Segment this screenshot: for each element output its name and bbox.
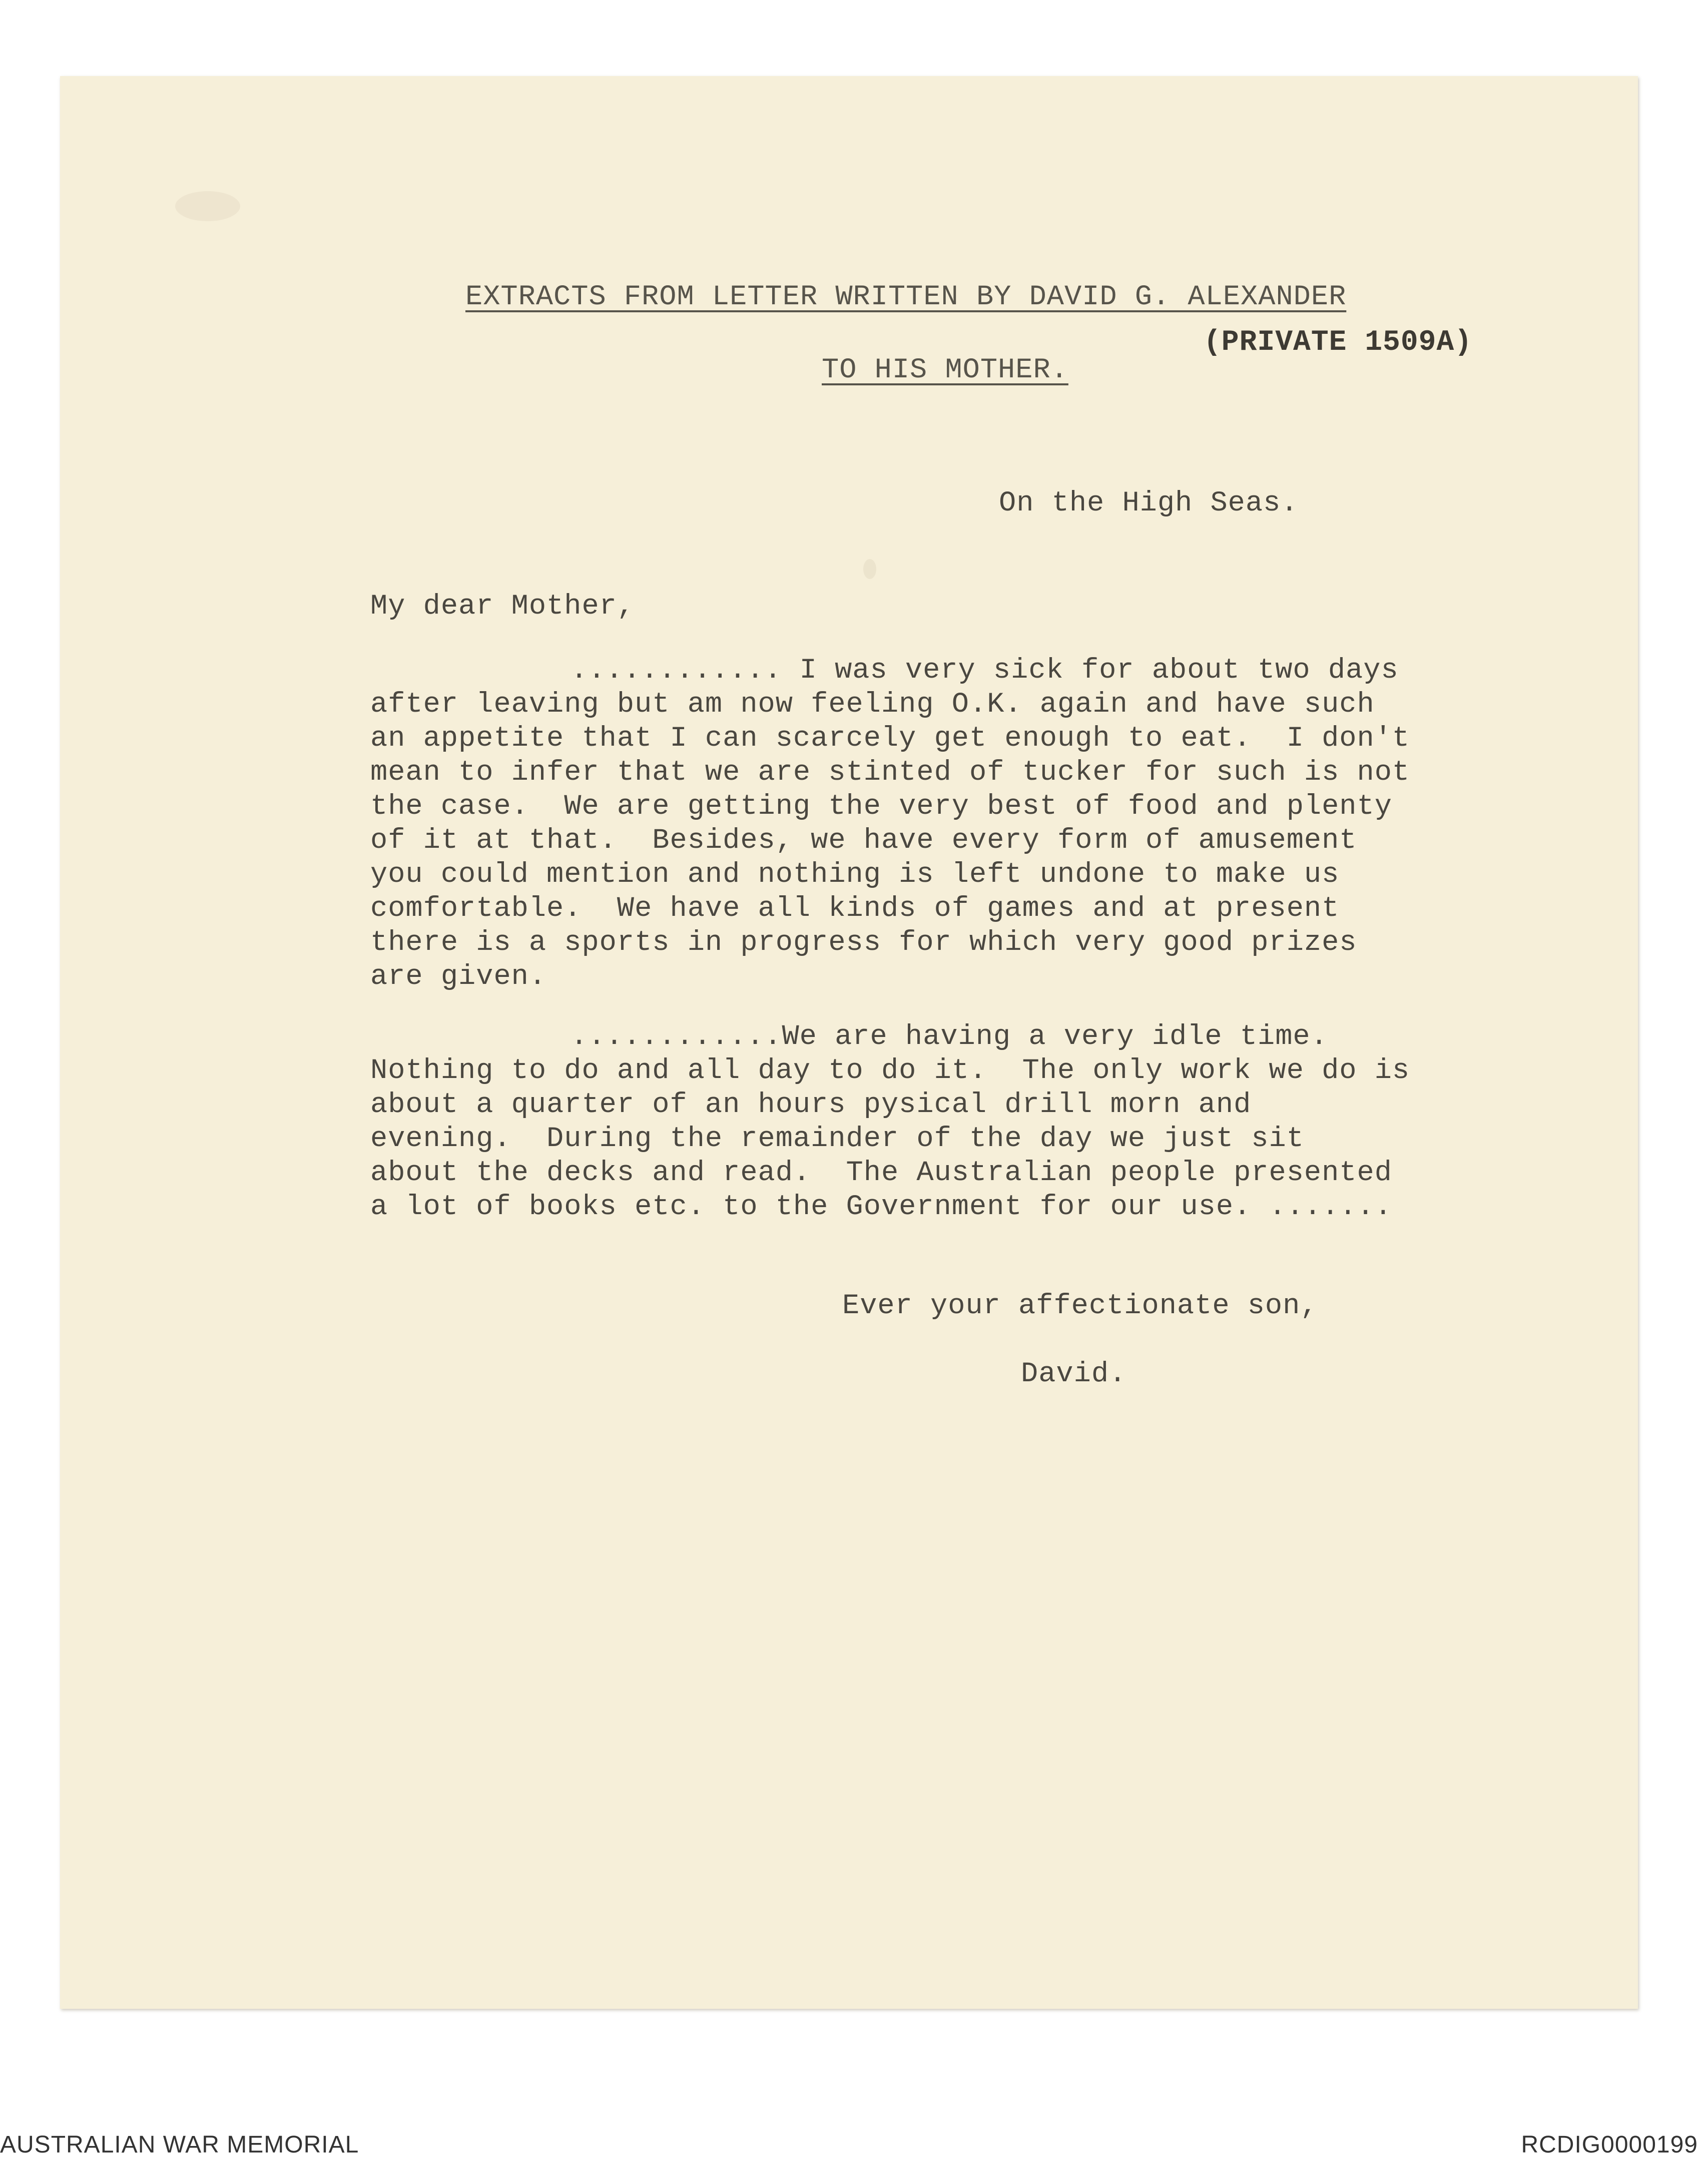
paper-mark xyxy=(863,559,876,579)
paragraph-line: are given. xyxy=(370,961,547,993)
paragraph-line: ............We are having a very idle time. xyxy=(571,1021,1328,1053)
paragraph-line: evening. During the remainder of the day we just sit xyxy=(370,1123,1304,1155)
heading-private-number: (PRIVATE 1509A) xyxy=(1204,326,1473,359)
paragraph-line: an appetite that I can scarcely get enough to eat. I don't xyxy=(370,723,1410,755)
paragraph-line: after leaving but am now feeling O.K. again and have such xyxy=(370,689,1375,721)
paragraph-line: comfortable. We have all kinds of games and at present xyxy=(370,893,1340,925)
paragraph-line: Nothing to do and all day to do it. The only work we do is xyxy=(370,1055,1410,1087)
paper-mark xyxy=(175,191,240,221)
heading-recipient: TO HIS MOTHER. xyxy=(822,354,1068,386)
paragraph-line: a lot of books etc. to the Government for our use. ....... xyxy=(370,1191,1392,1223)
letter-place: On the High Seas. xyxy=(999,487,1299,519)
footer-image-code: RCDIG0000199 xyxy=(1521,2131,1698,2158)
paragraph-line: about the decks and read. The Australian people presented xyxy=(370,1157,1392,1189)
paragraph-line: mean to infer that we are stinted of tucker for such is not xyxy=(370,757,1410,789)
paragraph-line: the case. We are getting the very best of food and plenty xyxy=(370,791,1392,823)
paragraph-line: about a quarter of an hours pysical drill morn and xyxy=(370,1089,1252,1121)
heading-title: EXTRACTS FROM LETTER WRITTEN BY DAVID G. ALEXANDER xyxy=(465,281,1347,313)
footer-institution: AUSTRALIAN WAR MEMORIAL xyxy=(0,2131,359,2158)
letter-salutation: My dear Mother, xyxy=(370,591,635,623)
paragraph-line: there is a sports in progress for which very good prizes xyxy=(370,927,1357,959)
letter-signature: David. xyxy=(1021,1358,1127,1390)
paragraph-line: you could mention and nothing is left undone to make us xyxy=(370,859,1340,891)
letter-closing: Ever your affectionate son, xyxy=(842,1290,1318,1322)
paragraph-line: of it at that. Besides, we have every form of amusement xyxy=(370,825,1357,857)
paragraph-line: ............ I was very sick for about two days xyxy=(571,655,1399,687)
